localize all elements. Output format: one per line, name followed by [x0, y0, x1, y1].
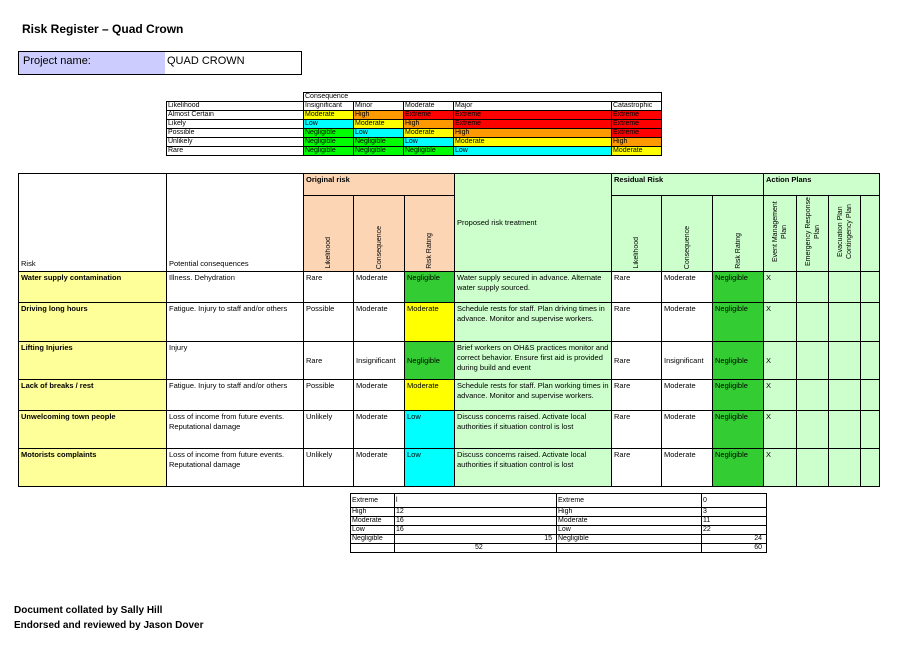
residual-rating-cell: Negligible [713, 272, 764, 303]
residual-likelihood-cell: Rare [612, 342, 662, 380]
table-row [19, 303, 880, 342]
emergency-plan-cell [797, 303, 829, 342]
matrix-cell: Low [304, 120, 354, 129]
event-plan-cell: X [764, 449, 797, 487]
risk-cell: Lack of breaks / rest [19, 380, 167, 411]
risk-register-table [18, 173, 880, 487]
matrix-consequence-header: Consequence [304, 93, 662, 102]
summary-cell: Negligible [351, 535, 395, 544]
matrix-cell: High [612, 138, 662, 147]
matrix-row [167, 147, 662, 156]
blank-plan-cell [861, 303, 880, 342]
summary-cell: High [351, 508, 395, 517]
matrix-likelihood-label: Likely [167, 120, 304, 129]
matrix-cell: Moderate [404, 129, 454, 138]
treatment-cell: Brief workers on OH&S practices monitor and correct behavior. Ensure first aid is provided during build and event [455, 342, 612, 380]
summary-cell: 12 [395, 508, 557, 517]
risk-cell: Water supply contamination [19, 272, 167, 303]
header-evacuation-contingency-plan: Evacuation Plan Contingency Plan [829, 196, 861, 272]
risk-rating-cell: Negligible [405, 272, 455, 303]
risk-cell: Driving long hours [19, 303, 167, 342]
matrix-cell: Low [404, 138, 454, 147]
matrix-cell: Negligible [304, 147, 354, 156]
summary-cell: 60 [702, 544, 767, 553]
summary-cell: 0 [702, 494, 767, 508]
emergency-plan-cell [797, 411, 829, 449]
matrix-cell: High [404, 120, 454, 129]
residual-rating-cell: Negligible [713, 380, 764, 411]
summary-cell: Extreme [351, 494, 395, 508]
likelihood-cell: Rare [304, 342, 354, 380]
summary-cell: High [557, 508, 702, 517]
consequence-level-cell: Moderate [354, 380, 405, 411]
risk-matrix [166, 92, 662, 156]
matrix-cell: Extreme [612, 129, 662, 138]
residual-consequence-cell: Moderate [662, 411, 713, 449]
emergency-plan-cell [797, 342, 829, 380]
summary-cell: 11 [702, 517, 767, 526]
footer-collated: Document collated by Sally Hill [14, 605, 163, 616]
matrix-col-header: Major [454, 102, 612, 111]
summary-cell: Moderate [557, 517, 702, 526]
summary-cell [557, 544, 702, 553]
summary-cell: 52 [395, 544, 557, 553]
residual-likelihood-cell: Rare [612, 272, 662, 303]
residual-likelihood-cell: Rare [612, 411, 662, 449]
evacuation-plan-cell [829, 380, 861, 411]
header-residual-risk: Residual Risk [612, 174, 764, 196]
event-plan-cell: X [764, 411, 797, 449]
table-row [19, 411, 880, 449]
evacuation-plan-cell [829, 342, 861, 380]
header-original-risk: Original risk [304, 174, 455, 196]
consequence-level-cell: Moderate [354, 272, 405, 303]
emergency-plan-cell [797, 449, 829, 487]
residual-consequence-cell: Insignificant [662, 342, 713, 380]
matrix-likelihood-label: Possible [167, 129, 304, 138]
project-name-label: Project name: [19, 52, 165, 74]
summary-row [351, 508, 767, 517]
residual-likelihood-cell: Rare [612, 380, 662, 411]
likelihood-cell: Possible [304, 380, 354, 411]
residual-rating-cell: Negligible [713, 449, 764, 487]
consequence-level-cell: Moderate [354, 303, 405, 342]
summary-row [351, 517, 767, 526]
risk-rating-cell: Negligible [405, 342, 455, 380]
matrix-cell: Extreme [612, 120, 662, 129]
matrix-cell: Low [454, 147, 612, 156]
matrix-cell: Moderate [612, 147, 662, 156]
blank-plan-cell [861, 342, 880, 380]
header-residual-likelihood: Likelihood [612, 196, 662, 272]
matrix-cell: High [454, 129, 612, 138]
residual-rating-cell: Negligible [713, 411, 764, 449]
residual-consequence-cell: Moderate [662, 272, 713, 303]
matrix-row [167, 111, 662, 120]
evacuation-plan-cell [829, 272, 861, 303]
header-potential-consequences: Potential consequences [167, 174, 304, 272]
consequence-cell: Loss of income from future events. Reputational damage [167, 411, 304, 449]
likelihood-cell: Unlikely [304, 449, 354, 487]
matrix-corner-label: Likelihood [167, 102, 304, 111]
blank-plan-cell [861, 411, 880, 449]
matrix-likelihood-label: Rare [167, 147, 304, 156]
treatment-cell: Discuss concerns raised. Activate local authorities if situation control is lost [455, 411, 612, 449]
summary-row [351, 526, 767, 535]
summary-cell: Low [351, 526, 395, 535]
footer-endorsed: Endorsed and reviewed by Jason Dover [14, 620, 204, 631]
page-title: Risk Register – Quad Crown [22, 22, 184, 36]
blank-plan-cell [861, 449, 880, 487]
event-plan-cell: X [764, 303, 797, 342]
summary-cell: 15 [395, 535, 557, 544]
risk-rating-cell: Low [405, 449, 455, 487]
event-plan-cell: X [764, 272, 797, 303]
residual-likelihood-cell: Rare [612, 449, 662, 487]
consequence-cell: Loss of income from future events. Reputational damage [167, 449, 304, 487]
matrix-cell: Extreme [404, 111, 454, 120]
consequence-cell: Illness. Dehydration [167, 272, 304, 303]
consequence-cell: Fatigue. Injury to staff and/or others [167, 380, 304, 411]
matrix-cell: Extreme [612, 111, 662, 120]
summary-cell: 16 [395, 526, 557, 535]
header-residual-consequence: Consequence [662, 196, 713, 272]
matrix-cell: Moderate [354, 120, 404, 129]
matrix-row [167, 138, 662, 147]
consequence-level-cell: Moderate [354, 449, 405, 487]
consequence-cell: Injury [167, 342, 304, 380]
header-action-plans: Action Plans [764, 174, 880, 196]
evacuation-plan-cell [829, 449, 861, 487]
matrix-likelihood-label: Almost Certain [167, 111, 304, 120]
matrix-col-header: Minor [354, 102, 404, 111]
treatment-cell: Water supply secured in advance. Alternate water supply sourced. [455, 272, 612, 303]
risk-cell: Unwelcoming town people [19, 411, 167, 449]
evacuation-plan-cell [829, 303, 861, 342]
treatment-cell: Schedule rests for staff. Plan driving times in advance. Monitor and supervise workers. [455, 303, 612, 342]
summary-table [350, 493, 767, 553]
table-row [19, 449, 880, 487]
matrix-col-header: Insignificant [304, 102, 354, 111]
event-plan-cell: X [764, 380, 797, 411]
header-risk-rating: Risk Rating [405, 196, 455, 272]
summary-cell: 16 [395, 517, 557, 526]
header-proposed-treatment: Proposed risk treatment [455, 174, 612, 272]
project-name-value: QUAD CROWN [167, 55, 245, 67]
event-plan-cell: X [764, 342, 797, 380]
summary-row [351, 544, 767, 553]
risk-rating-cell: Moderate [405, 380, 455, 411]
summary-cell: 3 [702, 508, 767, 517]
table-row [19, 342, 880, 380]
header-likelihood: Likelihood [304, 196, 354, 272]
matrix-cell: High [354, 111, 404, 120]
matrix-cell: Negligible [354, 138, 404, 147]
treatment-cell: Discuss concerns raised. Activate local authorities if situation control is lost [455, 449, 612, 487]
matrix-likelihood-label: Unlikely [167, 138, 304, 147]
header-event-management-plan: Event Management Plan [764, 196, 797, 272]
summary-cell [351, 544, 395, 553]
matrix-row [167, 120, 662, 129]
project-name-box [18, 51, 302, 75]
blank-plan-cell [861, 272, 880, 303]
likelihood-cell: Possible [304, 303, 354, 342]
table-row [19, 272, 880, 303]
summary-row [351, 494, 767, 508]
header-blank [861, 196, 880, 272]
residual-consequence-cell: Moderate [662, 380, 713, 411]
emergency-plan-cell [797, 272, 829, 303]
summary-cell: l [395, 494, 557, 508]
summary-cell: 24 [702, 535, 767, 544]
summary-cell: Low [557, 526, 702, 535]
summary-cell: Negligible [557, 535, 702, 544]
matrix-cell: Extreme [454, 111, 612, 120]
matrix-cell: Moderate [304, 111, 354, 120]
risk-rating-cell: Moderate [405, 303, 455, 342]
consequence-cell: Fatigue. Injury to staff and/or others [167, 303, 304, 342]
likelihood-cell: Rare [304, 272, 354, 303]
summary-cell: Moderate [351, 517, 395, 526]
matrix-cell: Extreme [454, 120, 612, 129]
risk-cell: Motorists complaints [19, 449, 167, 487]
consequence-level-cell: Insignificant [354, 342, 405, 380]
matrix-cell: Low [354, 129, 404, 138]
blank-plan-cell [861, 380, 880, 411]
matrix-col-header: Catastrophic [612, 102, 662, 111]
residual-rating-cell: Negligible [713, 303, 764, 342]
summary-cell: 22 [702, 526, 767, 535]
matrix-cell: Negligible [304, 129, 354, 138]
header-residual-risk-rating: Risk Rating [713, 196, 764, 272]
risk-cell: Lifting Injuries [19, 342, 167, 380]
residual-consequence-cell: Moderate [662, 449, 713, 487]
treatment-cell: Schedule rests for staff. Plan working times in advance. Monitor and supervise workers. [455, 380, 612, 411]
summary-cell: Extreme [557, 494, 702, 508]
matrix-row [167, 129, 662, 138]
table-row [19, 380, 880, 411]
header-consequence: Consequence [354, 196, 405, 272]
header-risk: Risk [19, 174, 167, 272]
consequence-level-cell: Moderate [354, 411, 405, 449]
risk-rating-cell: Low [405, 411, 455, 449]
matrix-col-header: Moderate [404, 102, 454, 111]
matrix-cell: Moderate [454, 138, 612, 147]
summary-row [351, 535, 767, 544]
emergency-plan-cell [797, 380, 829, 411]
residual-rating-cell: Negligible [713, 342, 764, 380]
header-emergency-response-plan: Emergency Response Plan [797, 196, 829, 272]
matrix-cell: Negligible [354, 147, 404, 156]
matrix-cell: Negligible [304, 138, 354, 147]
residual-likelihood-cell: Rare [612, 303, 662, 342]
residual-consequence-cell: Moderate [662, 303, 713, 342]
evacuation-plan-cell [829, 411, 861, 449]
matrix-cell: Negligible [404, 147, 454, 156]
likelihood-cell: Unlikely [304, 411, 354, 449]
